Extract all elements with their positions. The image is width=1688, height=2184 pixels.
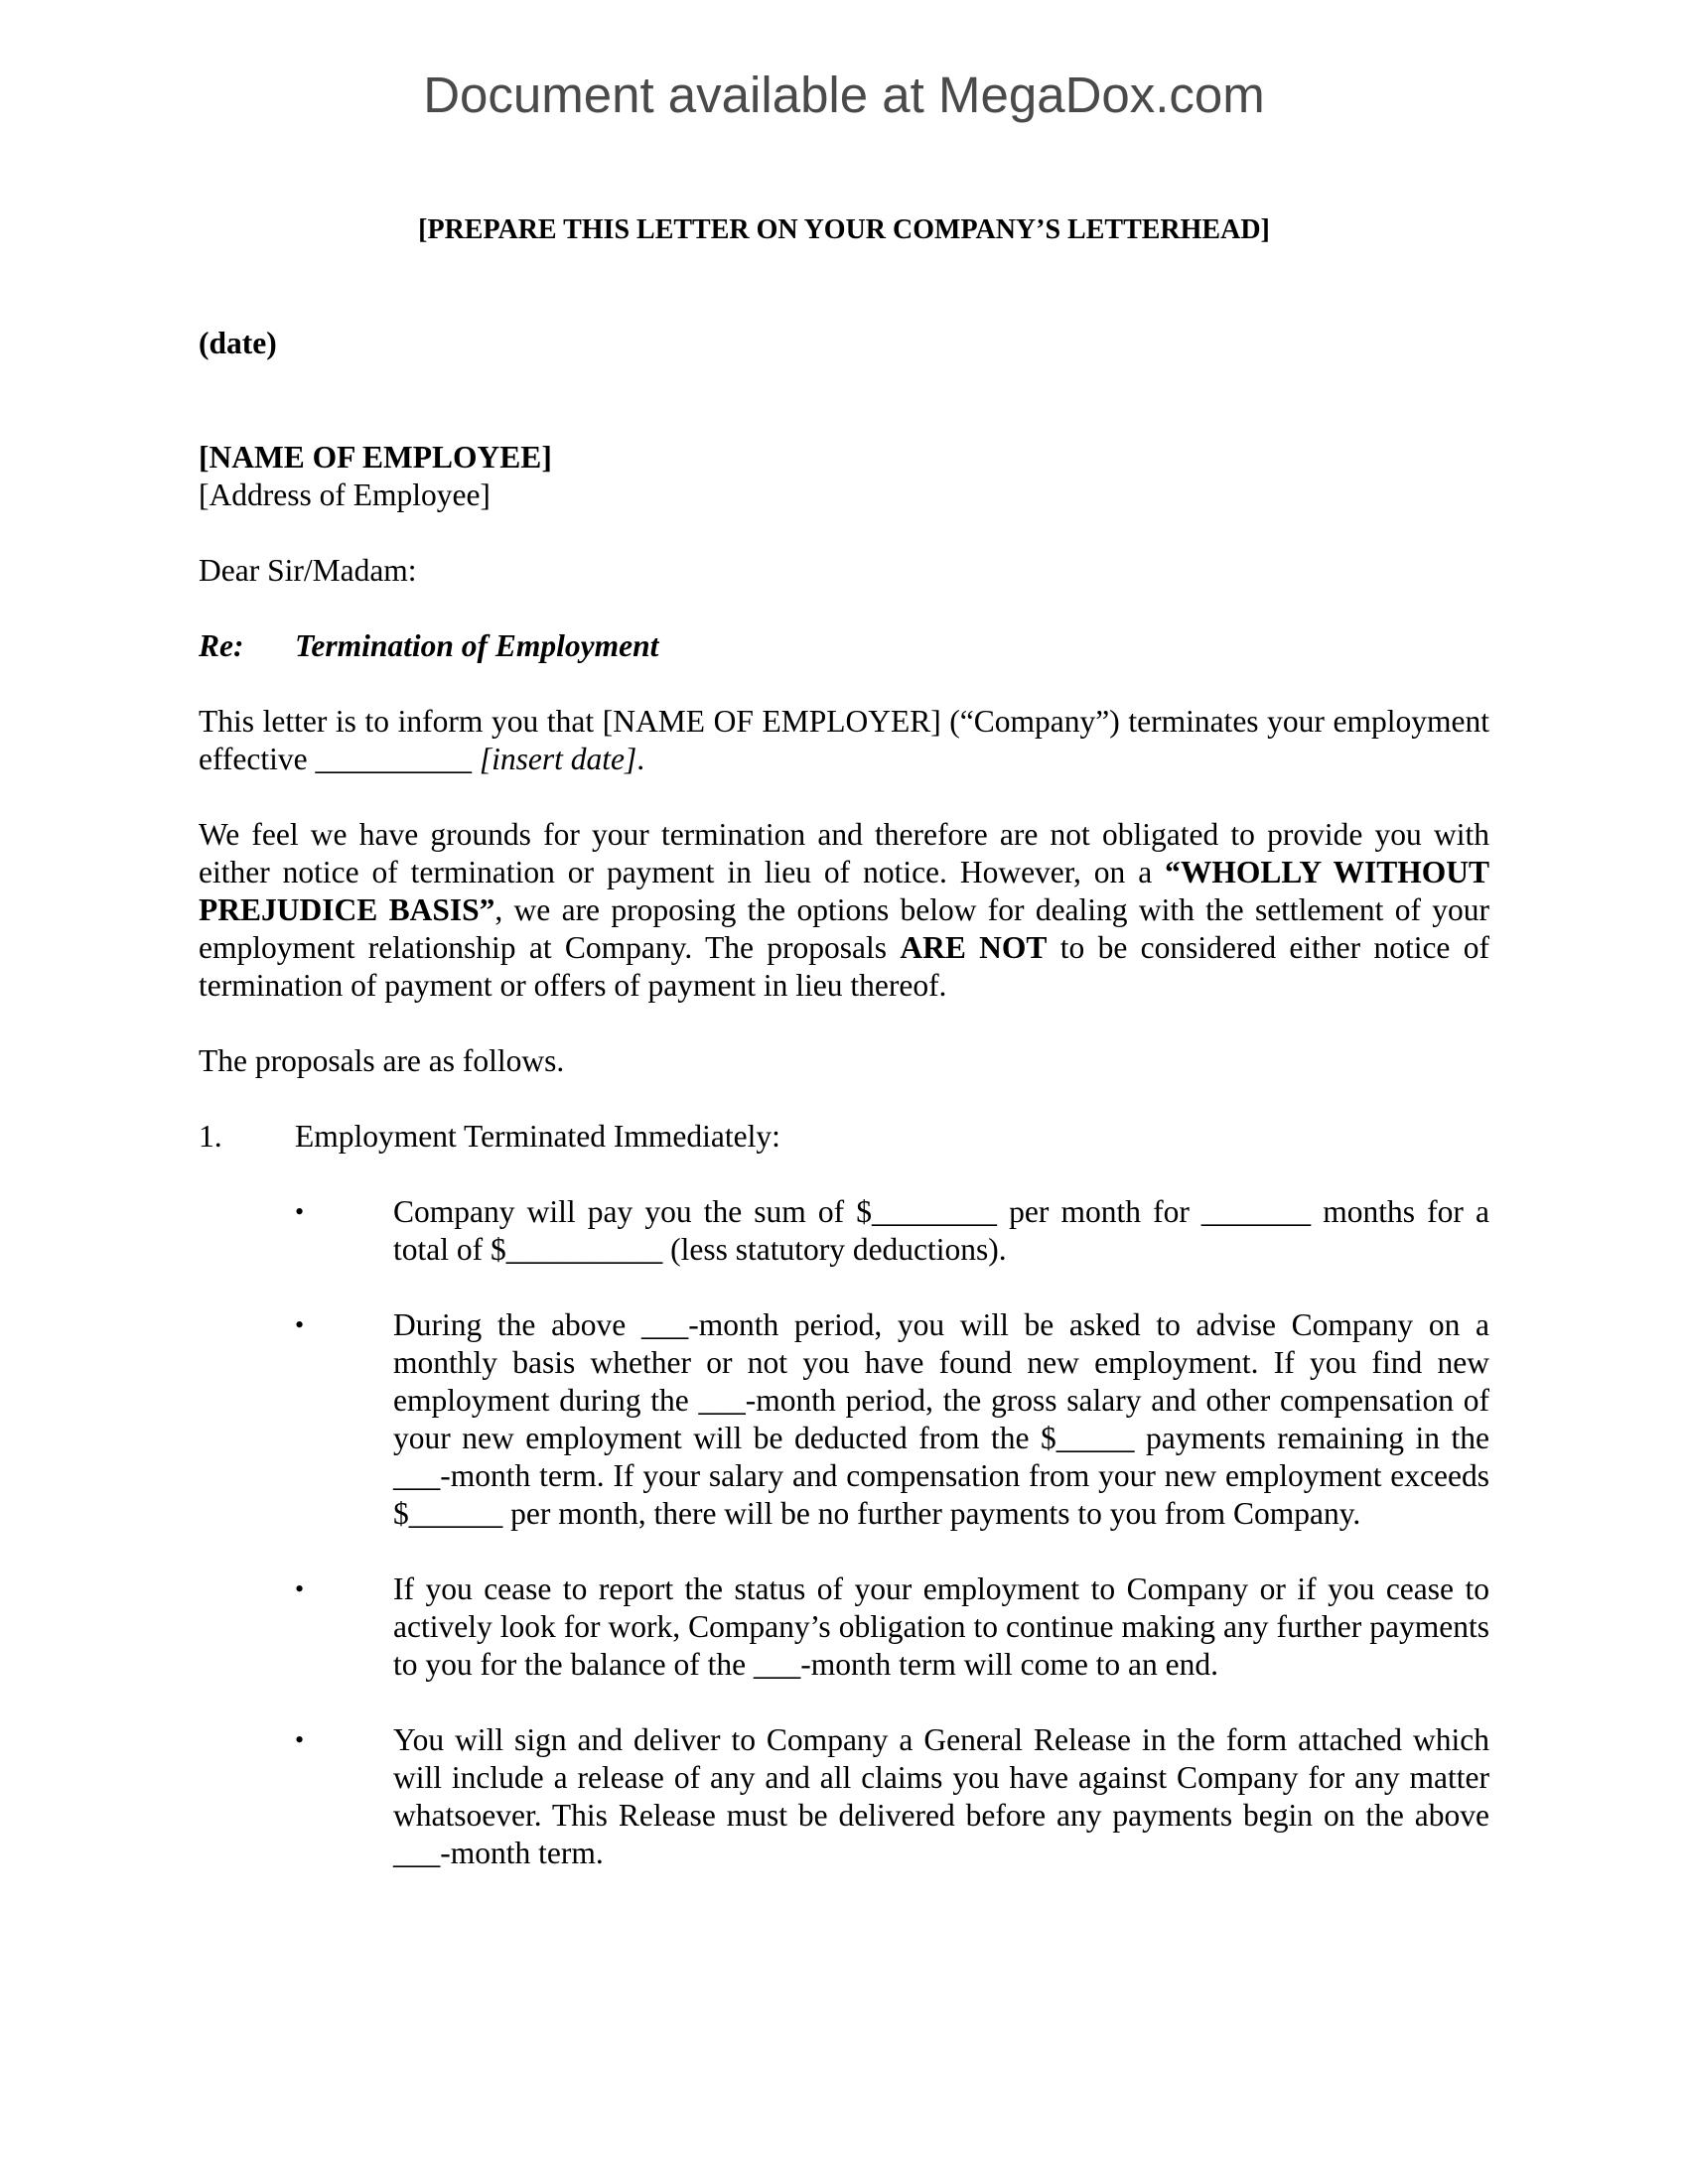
salutation: Dear Sir/Madam: — [199, 553, 417, 588]
bullet-icon: • — [295, 1197, 305, 1226]
are-not-phrase: ARE NOT — [900, 930, 1048, 965]
section-1-heading — [199, 1118, 1489, 1156]
recipient-name: [NAME OF EMPLOYEE] — [199, 440, 552, 475]
paragraph1-end: . — [636, 742, 645, 776]
letter-body — [199, 325, 1489, 1872]
bullet-item — [295, 1570, 1489, 1684]
paragraph-termination-notice — [199, 703, 1489, 778]
letterhead-instruction: [PREPARE THIS LETTER ON YOUR COMPANY’S LETTERHEAD] — [418, 214, 1270, 245]
subject-label: Re: — [199, 628, 244, 663]
recipient-address: [Address of Employee] — [199, 478, 491, 512]
effective-date-blank: __________ — [315, 742, 472, 776]
insert-date-hint: [insert date] — [471, 742, 637, 776]
watermark-header: Document available at MegaDox.com — [423, 67, 1265, 123]
paragraph1-text: This letter is to inform you that [NAME OF EMPLOYER] (“Company”) terminates your employment effective — [199, 704, 1489, 776]
paragraph-without-prejudice — [199, 816, 1489, 1005]
bullet-icon: • — [295, 1310, 305, 1339]
paragraph-proposals-intro: The proposals are as follows. — [199, 1043, 565, 1078]
paragraph2-part3: to be considered either notice of termination of payment or offers of payment in lieu thereof. — [199, 930, 1489, 1003]
date-placeholder: (date) — [199, 326, 277, 360]
subject-text: Termination of Employment — [295, 628, 659, 663]
bullet-icon: • — [295, 1725, 305, 1754]
subject-line — [199, 627, 1489, 665]
paragraph2-part1: We feel we have grounds for your termination and therefore are not obligated to provide you with either notice of termination or payment in lieu of notice. However, on a — [199, 817, 1489, 889]
bullet-text: During the above ___-month period, you will be asked to advise Company on a monthly basis whether or not you have found new employment. If you find new employment during the ___-month period, the gross salary and other compensation of your new employment will be deducted from the $_____ payments remaining in the ___-month term. If your salary and compensation from your new employment exceeds $______ per month, there will be no further payments to you from Company. — [393, 1307, 1489, 1531]
bullet-icon: • — [295, 1574, 305, 1603]
bullet-text: Company will pay you the sum of $________ per month for _______ months for a total of $__________ (less statutory deductions). — [393, 1194, 1489, 1267]
bullet-text: If you cease to report the status of your employment to Company or if you cease to actively look for work, Company’s obligation to continue making any further payments to you for the balance of the ___-month term will come to an end. — [393, 1571, 1489, 1682]
section-number: 1. — [199, 1119, 222, 1154]
bullet-item — [295, 1721, 1489, 1872]
bullet-item — [295, 1193, 1489, 1269]
without-prejudice-phrase: “WHOLLY WITHOUT PREJUDICE BASIS” — [199, 855, 1489, 927]
bullet-text: You will sign and deliver to Company a General Release in the form attached which will include a release of any and all claims you have against Company for any matter whatsoever. This Release must be delivered before any payments begin on the above ___-month term. — [393, 1722, 1489, 1870]
bullet-item — [295, 1306, 1489, 1533]
paragraph2-part2: , we are proposing the options below for dealing with the settlement of your employment relationship at Company. The proposals — [199, 892, 1489, 965]
section-title: Employment Terminated Immediately: — [295, 1119, 780, 1154]
